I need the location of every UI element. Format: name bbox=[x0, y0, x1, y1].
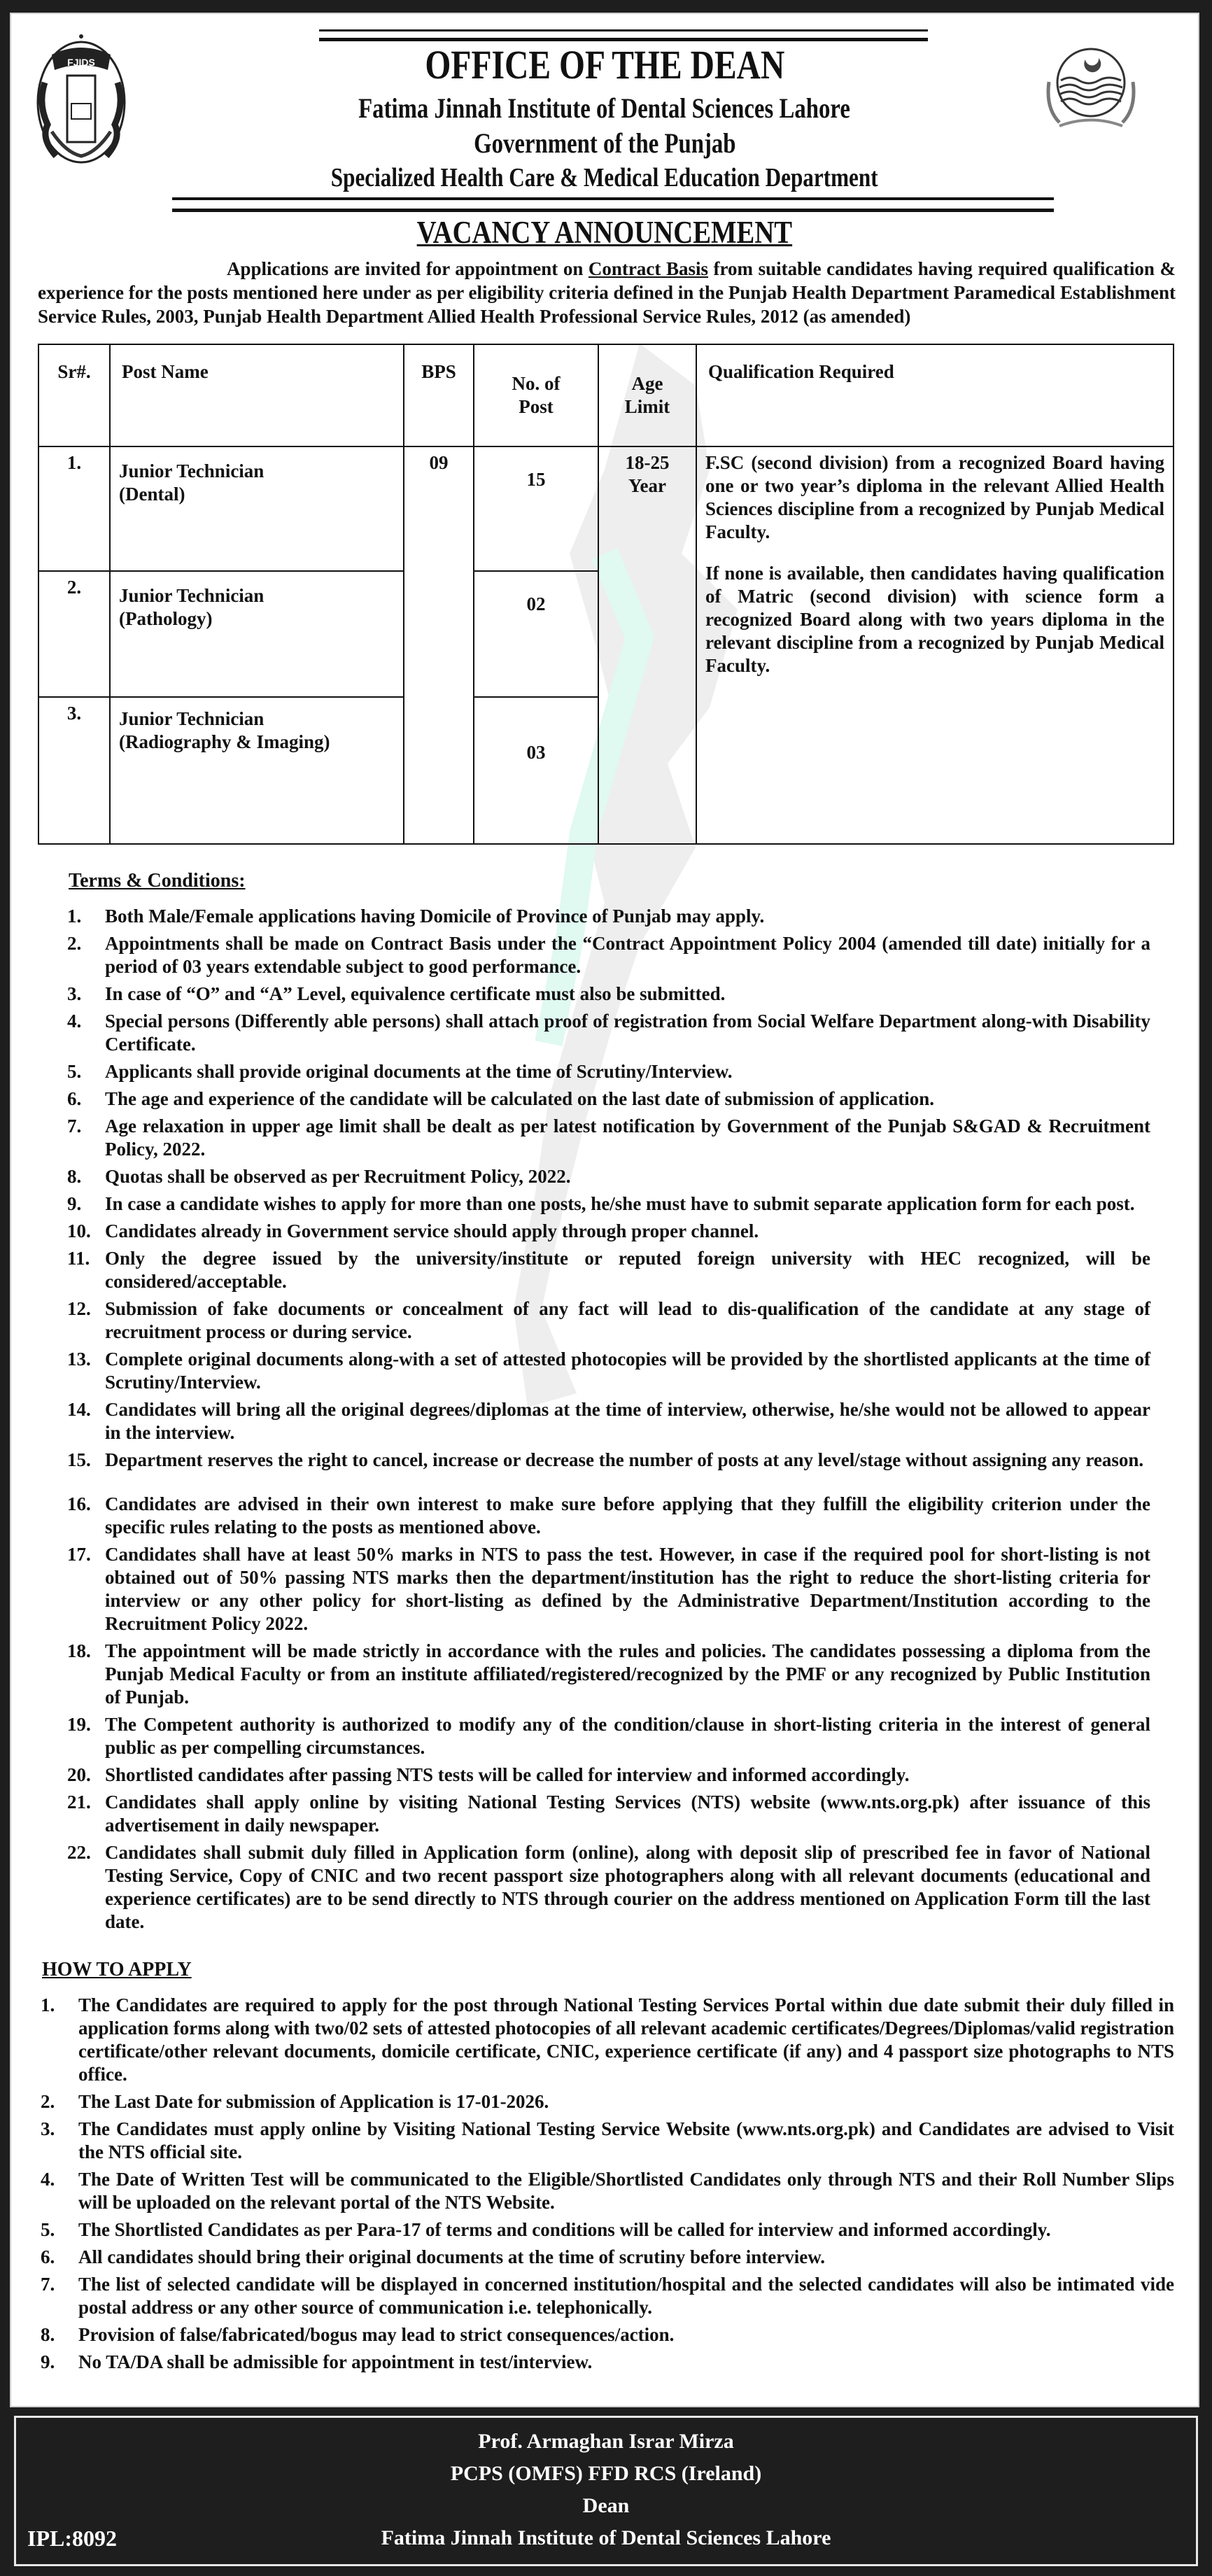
list-item-number: 17. bbox=[67, 1544, 91, 1565]
fjids-crest-icon bbox=[31, 27, 132, 167]
list-item-text: Submission of fake documents or concealment of any fact will lead to dis-qualification of the candidate at any stage of recruitment process or during service. bbox=[105, 1298, 1150, 1342]
government-name: Government of the Punjab bbox=[473, 127, 736, 159]
intro-text-end: from suitable candidates having required qualification & experience for the posts mentioned here under as per eligibility criteria defined in the Punjab Health Department Paramedical Establishment Service Rules, 2003, Punjab Health Department Allied Health Professional Service Rules, 2012 (as amended) bbox=[38, 258, 1176, 327]
table-row bbox=[38, 446, 1174, 571]
list-item bbox=[62, 1841, 1150, 1934]
list-item-text: In case a candidate wishes to apply for more than one posts, he/she must have to submit separate application form for each post. bbox=[105, 1193, 1135, 1214]
list-item bbox=[35, 2168, 1174, 2214]
post-line1: Junior Technician bbox=[119, 460, 265, 481]
list-item bbox=[62, 1297, 1150, 1344]
list-item bbox=[62, 1791, 1150, 1837]
list-item bbox=[62, 1713, 1150, 1759]
list-item-number: 2. bbox=[41, 2091, 55, 2112]
list-item bbox=[62, 1115, 1150, 1161]
list-item-text: The Competent authority is authorized to modify any of the condition/clause in short-listing criteria in the interest of general public as per compelling circumstances. bbox=[105, 1714, 1150, 1758]
list-item-number: 8. bbox=[41, 2324, 55, 2345]
vacancy-advertisement bbox=[10, 13, 1199, 2407]
qualification-primary: F.SC (second division) from a recognized Board having one or two year’s diploma in the relevant Allied Health Sciences discipline from a recognized by Punjab Medical Faculty. bbox=[705, 452, 1164, 542]
list-item-number: 6. bbox=[41, 2246, 55, 2267]
list-item-text: The list of selected candidate will be displayed in concerned institution/hospital and the selected candidates will also be intimated vide postal address or any other source of communication i.e. telephonically. bbox=[78, 2274, 1174, 2318]
list-item bbox=[62, 1192, 1150, 1216]
list-item bbox=[35, 2246, 1174, 2269]
list-item-number: 15. bbox=[67, 1449, 91, 1470]
list-item-number: 13. bbox=[67, 1349, 91, 1370]
posts-content bbox=[38, 344, 1174, 1934]
post-line1: Junior Technician bbox=[119, 585, 265, 606]
list-item-number: 9. bbox=[67, 1193, 82, 1214]
row-sr: 1. bbox=[38, 446, 110, 571]
row-post-name bbox=[110, 446, 404, 571]
list-item-text: Special persons (Differently able persons) shall attach proof of registration from Social Welfare Department along-with Disability Certificate. bbox=[105, 1011, 1150, 1055]
list-item-number: 7. bbox=[67, 1115, 82, 1136]
list-item bbox=[62, 905, 1150, 928]
signatory-credentials: PCPS (OMFS) FFD RCS (Ireland) bbox=[450, 2462, 762, 2485]
list-item bbox=[62, 1220, 1150, 1243]
list-item-number: 22. bbox=[67, 1842, 91, 1863]
list-item bbox=[62, 1088, 1150, 1111]
announcement-heading bbox=[11, 213, 1198, 253]
list-item-number: 3. bbox=[41, 2118, 55, 2139]
header-no-of-post-line1: No. of bbox=[512, 373, 561, 394]
list-item bbox=[62, 1165, 1150, 1188]
list-item-text: Applicants shall provide original documents at the time of Scrutiny/Interview. bbox=[105, 1061, 733, 1082]
list-item-number: 4. bbox=[67, 1011, 82, 1032]
list-item-number: 14. bbox=[67, 1399, 91, 1420]
list-item-number: 4. bbox=[41, 2169, 55, 2190]
intro-paragraph bbox=[38, 257, 1176, 328]
header-bps: BPS bbox=[404, 344, 474, 446]
list-item-number: 5. bbox=[41, 2219, 55, 2240]
list-item-number: 11. bbox=[67, 1248, 90, 1269]
list-item bbox=[62, 1493, 1150, 1539]
list-item-text: Age relaxation in upper age limit shall be dealt as per latest notification by Government of the Punjab S&GAD & Recruitment Policy, 2022. bbox=[105, 1115, 1150, 1160]
list-item-text: In case of “O” and “A” Level, equivalence certificate must also be submitted. bbox=[105, 983, 726, 1004]
row-bps: 09 bbox=[404, 446, 474, 844]
list-item-text: Candidates shall have at least 50% marks in NTS to pass the test. However, in case if the required pool for short-listing is not obtained out of 50% passing NTS marks then the department/institution has the right to reduce the short-listing criteria for interview or any other policy for short-listing as defined by the Administrative Department/Institution according to the Recruitment Policy 2022. bbox=[105, 1544, 1150, 1634]
list-item-text: Appointments shall be made on Contract Basis under the “Contract Appointment Policy 2004 (amended till date) initially for a period of 03 years extendable subject to good performance. bbox=[105, 933, 1150, 977]
row-qualification bbox=[696, 446, 1174, 844]
government-name-row bbox=[151, 127, 1058, 160]
list-item-text: All candidates should bring their original documents at the time of scrutiny before interview. bbox=[78, 2246, 825, 2267]
institute-name: Fatima Jinnah Institute of Dental Sciences Lahore bbox=[358, 92, 851, 124]
list-item bbox=[62, 1010, 1150, 1056]
how-to-apply-title: HOW TO APPLY bbox=[42, 1959, 192, 1980]
list-item bbox=[62, 1247, 1150, 1293]
list-item-text: Candidates shall submit duly filled in Application form (online), along with deposit slip of prescribed fee in favor of National Testing Service, Copy of CNIC and two recent passport size photographers along with all relevant documents (educational and experience certificates) are to be send directly to NTS through courier on the address mentioned on Application Form till the last date. bbox=[105, 1842, 1150, 1932]
header-no-of-post bbox=[474, 344, 598, 446]
list-item bbox=[62, 1348, 1150, 1394]
list-item bbox=[62, 983, 1150, 1006]
list-item-number: 2. bbox=[67, 933, 82, 954]
qualification-alternate: If none is available, then candidates having qualification of Matric (second division) with science form a recognized Board along with two years diploma in the relevant discipline from a recognized by Punjab Medical Faculty. bbox=[705, 563, 1164, 676]
how-to-apply-list bbox=[35, 1994, 1174, 2374]
list-item bbox=[35, 1994, 1174, 2086]
list-item-text: The Candidates are required to apply for the post through National Testing Services Portal within due date submit their duly filled in application forms along with two/02 sets of attested photocopies of all relevant academic certificates/Degrees/Diplomas/valid registration certificate/other relevant documents, domicile certificate, CNIC, experience certificate (if any) and 4 passport size photographs to NTS office. bbox=[78, 1994, 1174, 2085]
list-item-text: Only the degree issued by the university/institute or reputed foreign university with HEC recognized, will be considered/acceptable. bbox=[105, 1248, 1150, 1292]
list-item-text: Shortlisted candidates after passing NTS tests will be called for interview and informed accordingly. bbox=[105, 1764, 910, 1785]
list-item-text: Complete original documents along-with a set of attested photocopies will be provided by the shortlisted applicants at the time of Scrutiny/Interview. bbox=[105, 1349, 1150, 1393]
list-item bbox=[62, 1449, 1150, 1472]
page-bottom-spacer bbox=[11, 2378, 1198, 2406]
row-post-name bbox=[110, 697, 404, 844]
department-name-row bbox=[151, 162, 1058, 193]
list-item-number: 6. bbox=[67, 1088, 82, 1109]
header-bottom-rule bbox=[172, 197, 1054, 212]
office-title: OFFICE OF THE DEAN bbox=[425, 42, 784, 87]
list-item-number: 8. bbox=[67, 1166, 82, 1187]
list-item bbox=[62, 1543, 1150, 1635]
header-age-line2: Limit bbox=[624, 396, 670, 417]
table-header-row bbox=[38, 344, 1174, 446]
signatory-designation: Dean bbox=[582, 2494, 630, 2517]
institute-name-row bbox=[151, 92, 1058, 125]
age-limit-line2: Year bbox=[628, 475, 666, 496]
terms-list bbox=[62, 905, 1150, 1934]
intro-contract-basis: Contract Basis bbox=[588, 258, 708, 279]
list-item-number: 21. bbox=[67, 1792, 91, 1813]
list-item-number: 1. bbox=[67, 906, 82, 927]
header-top-rule bbox=[319, 29, 928, 41]
list-item bbox=[62, 932, 1150, 978]
list-item bbox=[35, 2273, 1174, 2319]
list-item-number: 12. bbox=[67, 1298, 91, 1319]
posts-section bbox=[38, 344, 1174, 1934]
post-line2: (Pathology) bbox=[119, 608, 213, 629]
terms-title: Terms & Conditions: bbox=[69, 870, 246, 892]
list-item-text: The age and experience of the candidate will be calculated on the last date of submission of application. bbox=[105, 1088, 935, 1109]
post-line1: Junior Technician bbox=[119, 708, 265, 729]
signatory-institute: Fatima Jinnah Institute of Dental Sciences Lahore bbox=[381, 2526, 831, 2549]
list-item bbox=[35, 2351, 1174, 2374]
list-item-text: The Shortlisted Candidates as per Para-17 of terms and conditions will be called for interview and informed accordingly. bbox=[78, 2219, 1051, 2240]
list-item bbox=[62, 1060, 1150, 1083]
posts-table bbox=[38, 344, 1174, 845]
list-item-text: No TA/DA shall be admissible for appointment in test/interview. bbox=[78, 2351, 593, 2372]
intro-text-start: Applications are invited for appointment on bbox=[227, 258, 589, 279]
header-age-line1: Age bbox=[631, 373, 663, 394]
list-item-number: 10. bbox=[67, 1220, 91, 1241]
row-sr: 3. bbox=[38, 697, 110, 844]
row-sr: 2. bbox=[38, 571, 110, 697]
list-item bbox=[62, 1764, 1150, 1787]
list-item-text: Department reserves the right to cancel, increase or decrease the number of posts at any level/stage without assigning any reason. bbox=[105, 1449, 1144, 1470]
list-item-text: Quotas shall be observed as per Recruitment Policy, 2022. bbox=[105, 1166, 571, 1187]
signatory-name: Prof. Armaghan Israr Mirza bbox=[478, 2430, 734, 2453]
header-age-limit bbox=[598, 344, 696, 446]
list-item-number: 5. bbox=[67, 1061, 82, 1082]
age-limit-line1: 18-25 bbox=[625, 452, 670, 473]
list-item bbox=[35, 2218, 1174, 2241]
list-item-number: 1. bbox=[41, 1994, 55, 2015]
list-item-text: Candidates will bring all the original degrees/diplomas at the time of interview, otherwise, he/she would not be allowed to appear in the interview. bbox=[105, 1399, 1150, 1443]
list-item-text: The appointment will be made strictly in accordance with the rules and policies. The candidates possessing a diploma from the Punjab Medical Faculty or from an institute affiliated/registered/recognized by the PMF or any recognized by Public Institution of Punjab. bbox=[105, 1640, 1150, 1708]
row-count: 15 bbox=[474, 446, 598, 571]
header-sr: Sr#. bbox=[38, 344, 110, 446]
list-item-number: 20. bbox=[67, 1764, 91, 1785]
announcement-title: VACANCY ANNOUNCEMENT bbox=[416, 215, 793, 250]
signature-block bbox=[14, 2416, 1198, 2566]
row-count: 03 bbox=[474, 697, 598, 844]
header-post-name: Post Name bbox=[110, 344, 404, 446]
list-item-text: Provision of false/fabricated/bogus may lead to strict consequences/action. bbox=[78, 2324, 675, 2345]
list-item-number: 16. bbox=[67, 1493, 91, 1514]
list-item-text: Both Male/Female applications having Domicile of Province of Punjab may apply. bbox=[105, 906, 765, 927]
list-item-number: 18. bbox=[67, 1640, 91, 1661]
row-age-limit bbox=[598, 446, 696, 844]
list-item-number: 3. bbox=[67, 983, 82, 1004]
ipl-code: IPL:8092 bbox=[27, 2526, 117, 2551]
list-item bbox=[35, 2323, 1174, 2346]
list-item bbox=[35, 2090, 1174, 2113]
list-item-number: 19. bbox=[67, 1714, 91, 1735]
department-name: Specialized Health Care & Medical Education Department bbox=[331, 163, 878, 192]
list-item-number: 9. bbox=[41, 2351, 55, 2372]
list-item-number: 7. bbox=[41, 2274, 55, 2295]
post-line2: (Dental) bbox=[119, 484, 185, 505]
list-item-text: The Date of Written Test will be communicated to the Eligible/Shortlisted Candidates only through NTS and their Roll Number Slips will be uploaded on the relevant portal of the NTS Website. bbox=[78, 2169, 1174, 2213]
post-line2: (Radiography & Imaging) bbox=[119, 731, 330, 752]
masthead bbox=[11, 14, 1198, 206]
list-item bbox=[62, 1640, 1150, 1709]
list-item-text: Candidates already in Government service should apply through proper channel. bbox=[105, 1220, 759, 1241]
list-item-text: Candidates shall apply online by visiting National Testing Services (NTS) website (www.nts.org.pk) after issuance of this advertisement in daily newspaper. bbox=[105, 1792, 1150, 1836]
list-item bbox=[62, 1398, 1150, 1444]
left-logo-text: FJIDS bbox=[67, 57, 95, 68]
list-item-text: The Candidates must apply online by Visiting National Testing Service Website (www.nts.org.pk) and Candidates are advised to Visit the NTS official site. bbox=[78, 2118, 1174, 2162]
list-item-text: The Last Date for submission of Application is 17-01-2026. bbox=[78, 2091, 549, 2112]
row-count: 02 bbox=[474, 571, 598, 697]
header-qualification: Qualification Required bbox=[696, 344, 1174, 446]
row-post-name bbox=[110, 571, 404, 697]
header-no-of-post-line2: Post bbox=[519, 396, 554, 417]
list-item-text: Candidates are advised in their own interest to make sure before applying that they fulfill the eligibility criterion under the specific rules relating to the posts as mentioned above. bbox=[105, 1493, 1150, 1537]
office-title-row bbox=[151, 42, 1058, 88]
list-item bbox=[35, 2118, 1174, 2164]
